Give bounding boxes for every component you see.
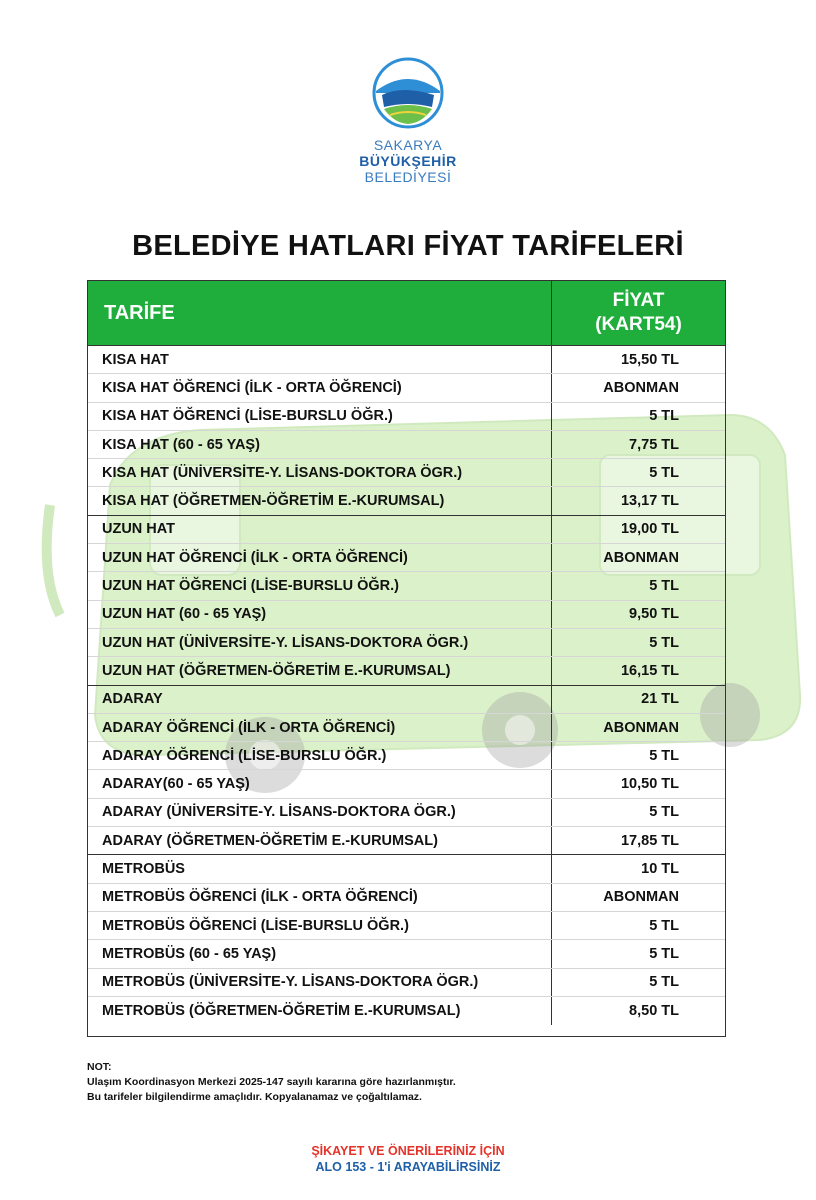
tariff-price: 5 TL <box>649 945 679 962</box>
tariff-price: 10 TL <box>641 860 679 877</box>
tariff-price: 16,15 TL <box>620 662 679 679</box>
table-row <box>88 799 725 827</box>
table-row <box>88 997 725 1025</box>
tariff-name: METROBÜS (ÖĞRETMEN-ÖĞRETİM E.-KURUMSAL) <box>88 997 552 1025</box>
page-title: BELEDİYE HATLARI FİYAT TARİFELERİ <box>132 230 684 262</box>
header-tarife: TARİFE <box>88 281 552 345</box>
table-row <box>88 912 725 940</box>
table-row <box>88 572 725 600</box>
tariff-name: ADARAY (ÜNİVERSİTE-Y. LİSANS-DOKTORA ÖGR.) <box>88 799 552 826</box>
tariff-name: KISA HAT (ÖĞRETMEN-ÖĞRETİM E.-KURUMSAL) <box>88 487 552 514</box>
header-fiyat-line1: FİYAT <box>612 290 665 311</box>
tariff-price: 5 TL <box>649 634 679 651</box>
table-row <box>88 487 725 515</box>
tariff-name: KISA HAT (60 - 65 YAŞ) <box>88 431 552 458</box>
table-row <box>88 827 725 855</box>
tariff-price: ABONMAN <box>603 549 679 566</box>
table-row <box>88 940 725 968</box>
tariff-price: 5 TL <box>649 464 679 481</box>
tariff-price: 10,50 TL <box>620 776 679 793</box>
tariff-name: UZUN HAT ÖĞRENCİ (İLK - ORTA ÖĞRENCİ) <box>88 544 552 571</box>
header-fiyat <box>552 281 725 345</box>
logo-line-belediyesi: BELEDİYESİ <box>364 169 452 185</box>
tariff-name: KISA HAT <box>88 346 552 373</box>
table-row <box>88 459 725 487</box>
tariff-price: 17,85 TL <box>620 832 679 849</box>
table-row <box>88 686 725 714</box>
note-line-2: Bu tarifeler bilgilendirme amaçlıdır. Kopyalanamaz ve çoğaltılamaz. <box>87 1091 422 1103</box>
tariff-name: ADARAY (ÖĞRETMEN-ÖĞRETİM E.-KURUMSAL) <box>88 827 552 854</box>
tariff-price: 5 TL <box>649 747 679 764</box>
footer-line-2: ALO 153 - 1'i ARAYABİLİRSİNİZ <box>315 1160 501 1174</box>
municipality-logo-icon <box>372 57 444 129</box>
tariff-price: ABONMAN <box>603 889 679 906</box>
tariff-name: UZUN HAT (ÜNİVERSİTE-Y. LİSANS-DOKTORA ÖGR.) <box>88 629 552 656</box>
tariff-price: ABONMAN <box>603 379 679 396</box>
table-header <box>88 281 725 346</box>
table-row <box>88 346 725 374</box>
table-row <box>88 601 725 629</box>
table-row <box>88 431 725 459</box>
tariff-name: KISA HAT ÖĞRENCİ (İLK - ORTA ÖĞRENCİ) <box>88 374 552 401</box>
tariff-name: KISA HAT ÖĞRENCİ (LİSE-BURSLU ÖĞR.) <box>88 403 552 430</box>
tariff-price: 15,50 TL <box>620 351 679 368</box>
tariff-price: 9,50 TL <box>629 606 679 623</box>
table-row <box>88 657 725 685</box>
tariff-price: 13,17 TL <box>620 493 679 510</box>
note <box>87 1060 456 1105</box>
tariff-price: 5 TL <box>649 578 679 595</box>
tariff-name: METROBÜS ÖĞRENCİ (LİSE-BURSLU ÖĞR.) <box>88 912 552 939</box>
tariff-name: UZUN HAT ÖĞRENCİ (LİSE-BURSLU ÖĞR.) <box>88 572 552 599</box>
tariff-price: 5 TL <box>649 408 679 425</box>
tariff-price: ABONMAN <box>603 719 679 736</box>
logo <box>0 57 816 185</box>
tariff-name: UZUN HAT (ÖĞRETMEN-ÖĞRETİM E.-KURUMSAL) <box>88 657 552 684</box>
table-row <box>88 855 725 883</box>
tariff-price: 21 TL <box>641 691 679 708</box>
table-row <box>88 544 725 572</box>
tariff-price: 8,50 TL <box>629 1002 679 1019</box>
table-row <box>88 629 725 657</box>
tariff-name: ADARAY ÖĞRENCİ (İLK - ORTA ÖĞRENCİ) <box>88 714 552 741</box>
note-label: NOT: <box>87 1061 112 1073</box>
footer-contact <box>0 1143 816 1175</box>
tariff-price: 5 TL <box>649 917 679 934</box>
tariff-name: METROBÜS <box>88 855 552 882</box>
tariff-name: ADARAY <box>88 686 552 713</box>
tariff-name: UZUN HAT (60 - 65 YAŞ) <box>88 601 552 628</box>
table-body <box>88 346 725 1025</box>
footer-line-1: ŞİKAYET VE ÖNERİLERİNİZ İÇİN <box>311 1144 505 1158</box>
tariff-name: UZUN HAT <box>88 516 552 543</box>
tariff-name: ADARAY ÖĞRENCİ (LİSE-BURSLU ÖĞR.) <box>88 742 552 769</box>
tariff-name: METROBÜS (ÜNİVERSİTE-Y. LİSANS-DOKTORA ÖGR.) <box>88 969 552 996</box>
header-fiyat-line2: (KART54) <box>595 314 682 335</box>
note-line-1: Ulaşım Koordinasyon Merkezi 2025-147 sayılı kararına göre hazırlanmıştır. <box>87 1076 456 1088</box>
table-row <box>88 770 725 798</box>
table-row <box>88 714 725 742</box>
tariff-price: 19,00 TL <box>620 521 679 538</box>
table-row <box>88 374 725 402</box>
tariff-name: METROBÜS ÖĞRENCİ (İLK - ORTA ÖĞRENCİ) <box>88 884 552 911</box>
tariff-name: METROBÜS (60 - 65 YAŞ) <box>88 940 552 967</box>
tariff-name: KISA HAT (ÜNİVERSİTE-Y. LİSANS-DOKTORA ÖGR.) <box>88 459 552 486</box>
tariff-price: 5 TL <box>649 974 679 991</box>
logo-line-sakarya: SAKARYA <box>373 137 443 153</box>
tariff-price: 5 TL <box>649 804 679 821</box>
tariff-name: ADARAY(60 - 65 YAŞ) <box>88 770 552 797</box>
table-row <box>88 742 725 770</box>
tariff-price: 7,75 TL <box>629 436 679 453</box>
table-row <box>88 516 725 544</box>
table-row <box>88 403 725 431</box>
table-row <box>88 884 725 912</box>
table-row <box>88 969 725 997</box>
tariff-table <box>87 280 726 1037</box>
logo-line-buyuksehir: BÜYÜKŞEHİR <box>359 153 457 169</box>
